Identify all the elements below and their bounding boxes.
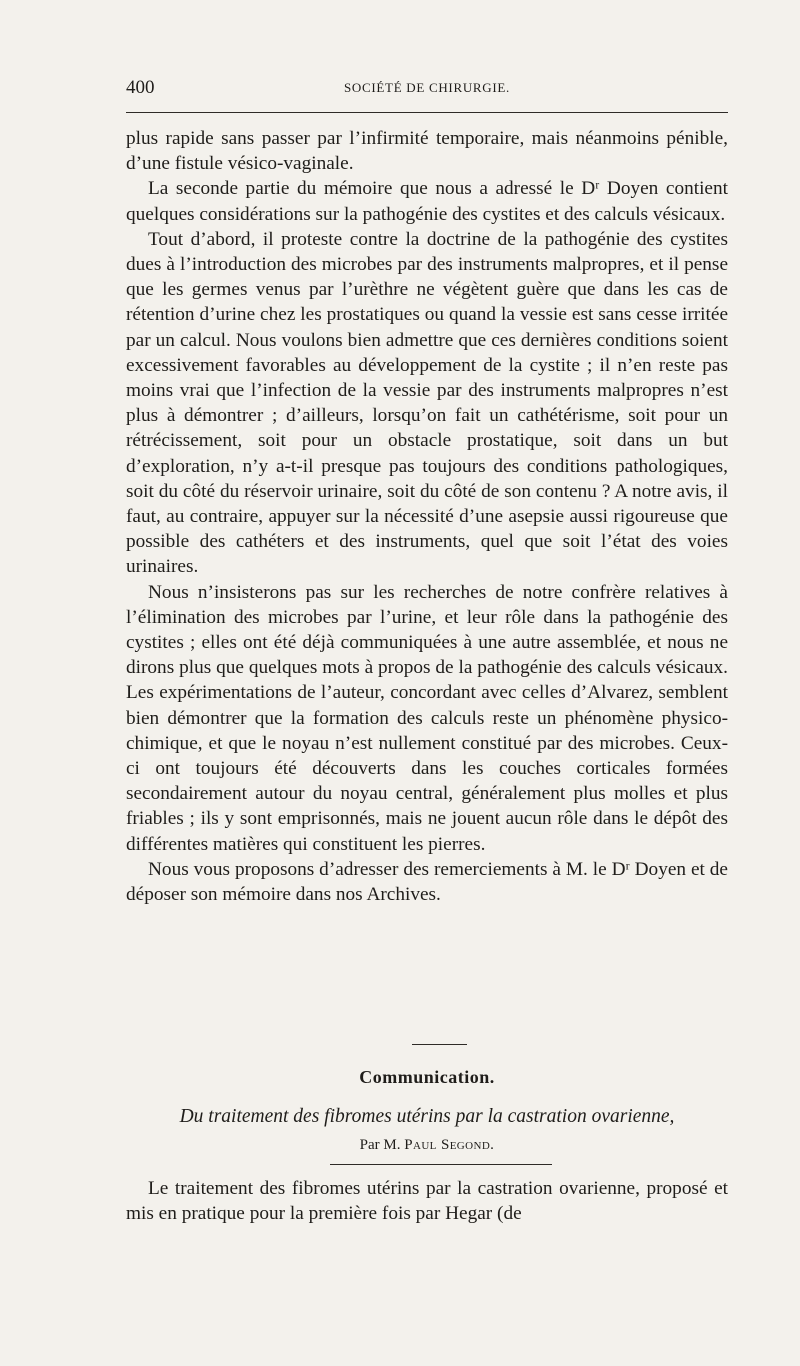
- running-title: SOCIÉTÉ DE CHIRURGIE.: [344, 80, 510, 95]
- report-body: [126, 126, 728, 907]
- page-number: 400: [126, 77, 155, 98]
- paragraph-continuation: plus rapide sans passer par l’infirmité temporaire, mais néanmoins pénible, d’une fistule vésico-vaginale.: [126, 128, 728, 175]
- header-rule: [126, 112, 728, 113]
- section-divider: [412, 1044, 467, 1045]
- section-heading: Communication.: [359, 1067, 495, 1087]
- paragraph-cystites-doctrine: Tout d’abord, il proteste contre la doctrine de la pathogénie des cystites dues à l’introduction des microbes par des instruments malpropres, et il pense que les germes venus par l’urèthre ne végètent guère que dans les cas de rétention d’urine chez les prostatiques ou quand la vessie est sans cesse irritée par un calcul. Nous voulons bien admettre que ces dernières conditions soient excessivement favorables au développement de la cystite ; il n’en reste pas moins vrai que l’infection de la vessie par des instruments malpropres n’est plus à démontrer ; d’ailleurs, lorsqu’on fait un cathétérisme, soit pour un rétrécissement, soit pour un obstacle prostatique, soit dans un but d’exploration, n’y a-t-il presque pas toujours des conditions pathologiques, soit du côté du réservoir urinaire, soit du côté de son contenu ? A notre avis, il faut, au contraire, appuyer sur la nécessité d’une asepsie aussi rigoureuse que possible des cathéters et des instruments, quel que soit l’état des voies urinaires.: [126, 228, 728, 578]
- author-line: [126, 1137, 728, 1154]
- author-prefix: Par M.: [359, 1137, 401, 1153]
- author-rule: [330, 1164, 552, 1165]
- article-body: [126, 1176, 728, 1226]
- paragraph-calculs: Nous n’insisterons pas sur les recherches de notre confrère relatives à l’élimination des microbes par l’urine, et leur rôle dans la pathogénie des cystites ; elles ont été déjà communiquées à une autre assemblée, et nous ne dirons plus que quelques mots à propos de la pathogénie des calculs vésicaux. Les expérimentations de l’auteur, concordant avec celles d’Alvarez, semblent bien démontrer que la formation des calculs reste un phénomène physico-chimique, et que le noyau n’est nullement constitué par des microbes. Ceux-ci ont toujours été découverts dans les couches corticales formées secondairement autour du noyau central, généralement plus molles et plus friables ; ils y sont emprisonnés, mais ne jouent aucun rôle dans le dépôt des différentes matières qui constituent les pierres.: [126, 581, 728, 855]
- running-head: [126, 75, 728, 101]
- article-title: Du traitement des fibromes utérins par la castration ovarienne,: [179, 1106, 675, 1127]
- article-paragraph: Le traitement des fibromes utérins par la castration ovarienne, proposé et mis en pratique pour la première fois par Hegar (de: [126, 1178, 728, 1225]
- author-name: Paul Segond.: [404, 1137, 495, 1153]
- paragraph-conclusion: Nous vous proposons d’adresser des remerciements à M. le Dʳ Doyen et de déposer son mémoire dans nos Archives.: [126, 858, 728, 906]
- paragraph-second-part: La seconde partie du mémoire que nous a adressé le Dʳ Doyen contient quelques considérations sur la pathogénie des cystites et des calculs vésicaux.: [126, 178, 728, 225]
